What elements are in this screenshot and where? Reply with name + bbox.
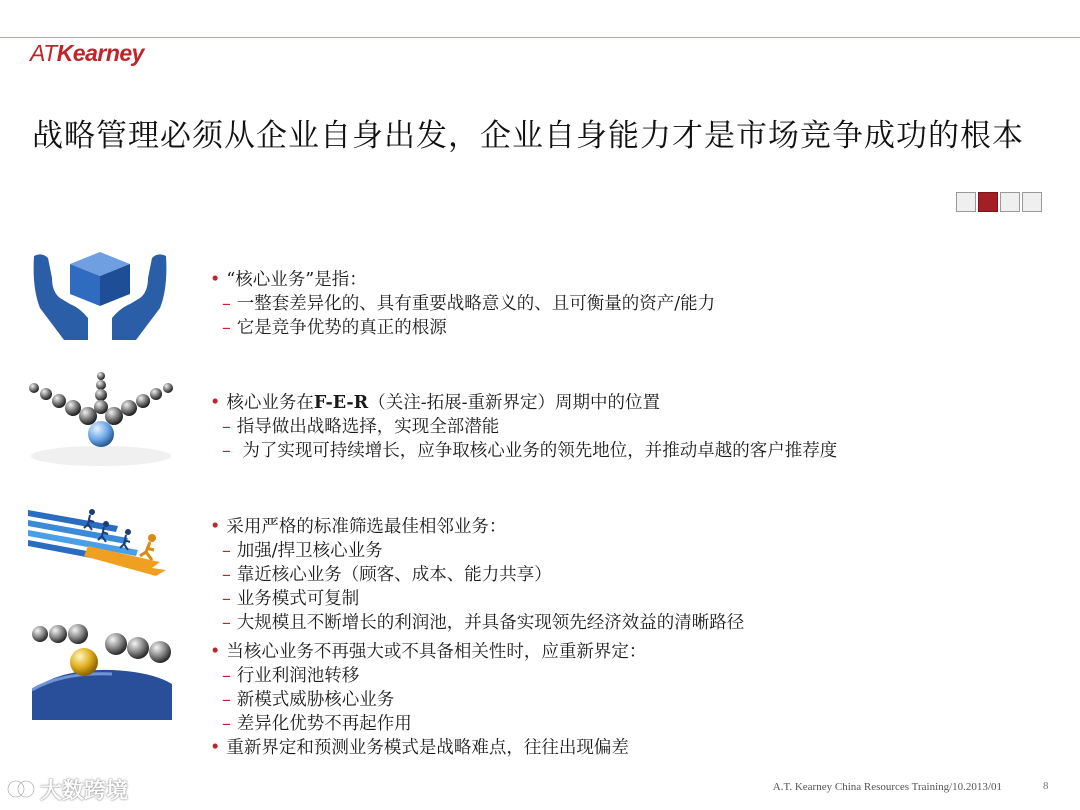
nav-box-2-active[interactable] — [978, 192, 998, 212]
hands-holding-cube-icon — [30, 248, 170, 344]
sub-item: – 加强/捍卫核心业务 — [210, 539, 744, 563]
sub-item: – 为了实现可持续增长，应争取核心业务的领先地位，并推动卓越的客户推荐度 — [210, 439, 837, 463]
sub-item: – 差异化优势不再起作用 — [210, 712, 646, 736]
block-core-business-definition — [210, 268, 715, 340]
sub-item: – 指导做出战略选择，实现全部潜能 — [210, 415, 837, 439]
bullet-text: • 当核心业务不再强大或不具备相关性时，应重新界定： — [210, 640, 646, 664]
bullet-text: • “核心业务”是指： — [210, 268, 715, 292]
footer-text: A.T. Kearney China Resources Training/10.2013/01 — [772, 781, 1002, 793]
page-title: 战略管理必须从企业自身出发，企业自身能力才是市场竞争成功的根本 — [32, 118, 1024, 154]
sub-item: – 行业利润池转移 — [210, 664, 646, 688]
nav-box-4[interactable] — [1022, 192, 1042, 212]
bullet-text: • 采用严格的标准筛选最佳相邻业务： — [210, 515, 744, 539]
header-rule — [0, 37, 1080, 38]
sub-item: – 它是竞争优势的真正的根源 — [210, 316, 715, 340]
bullet-text: • 重新界定和预测业务模式是战略难点，往往出现偏差 — [210, 736, 646, 760]
page-number: 8 — [1043, 780, 1049, 792]
sub-item: – 大规模且不断增长的利润池，并具备实现领先经济效益的清晰路径 — [210, 611, 744, 635]
gold-sphere-platform-icon — [32, 620, 172, 720]
watermark-text: 大数跨境 — [40, 778, 129, 804]
watermark-logo-icon — [6, 775, 36, 803]
block-adjacency-criteria — [210, 515, 744, 635]
block-redefine — [210, 640, 646, 760]
runners-arrows-icon — [28, 506, 170, 576]
sub-item: – 靠近核心业务（顾客、成本、能力共享） — [210, 563, 744, 587]
atkearney-logo: ATKearney — [30, 40, 144, 66]
sub-item: – 一整套差异化的、具有重要战略意义的、且可衡量的资产/能力 — [210, 292, 715, 316]
watermark — [6, 772, 146, 806]
block-fer-cycle — [210, 391, 837, 463]
nav-box-1[interactable] — [956, 192, 976, 212]
nav-box-3[interactable] — [1000, 192, 1020, 212]
sub-item: – 新模式威胁核心业务 — [210, 688, 646, 712]
sub-item: – 业务模式可复制 — [210, 587, 744, 611]
slide-nav — [956, 192, 1042, 212]
bullet-text: • 核心业务在F-E-R（关注-拓展-重新界定）周期中的位置 — [210, 391, 837, 415]
spheres-leader-icon — [28, 368, 174, 466]
